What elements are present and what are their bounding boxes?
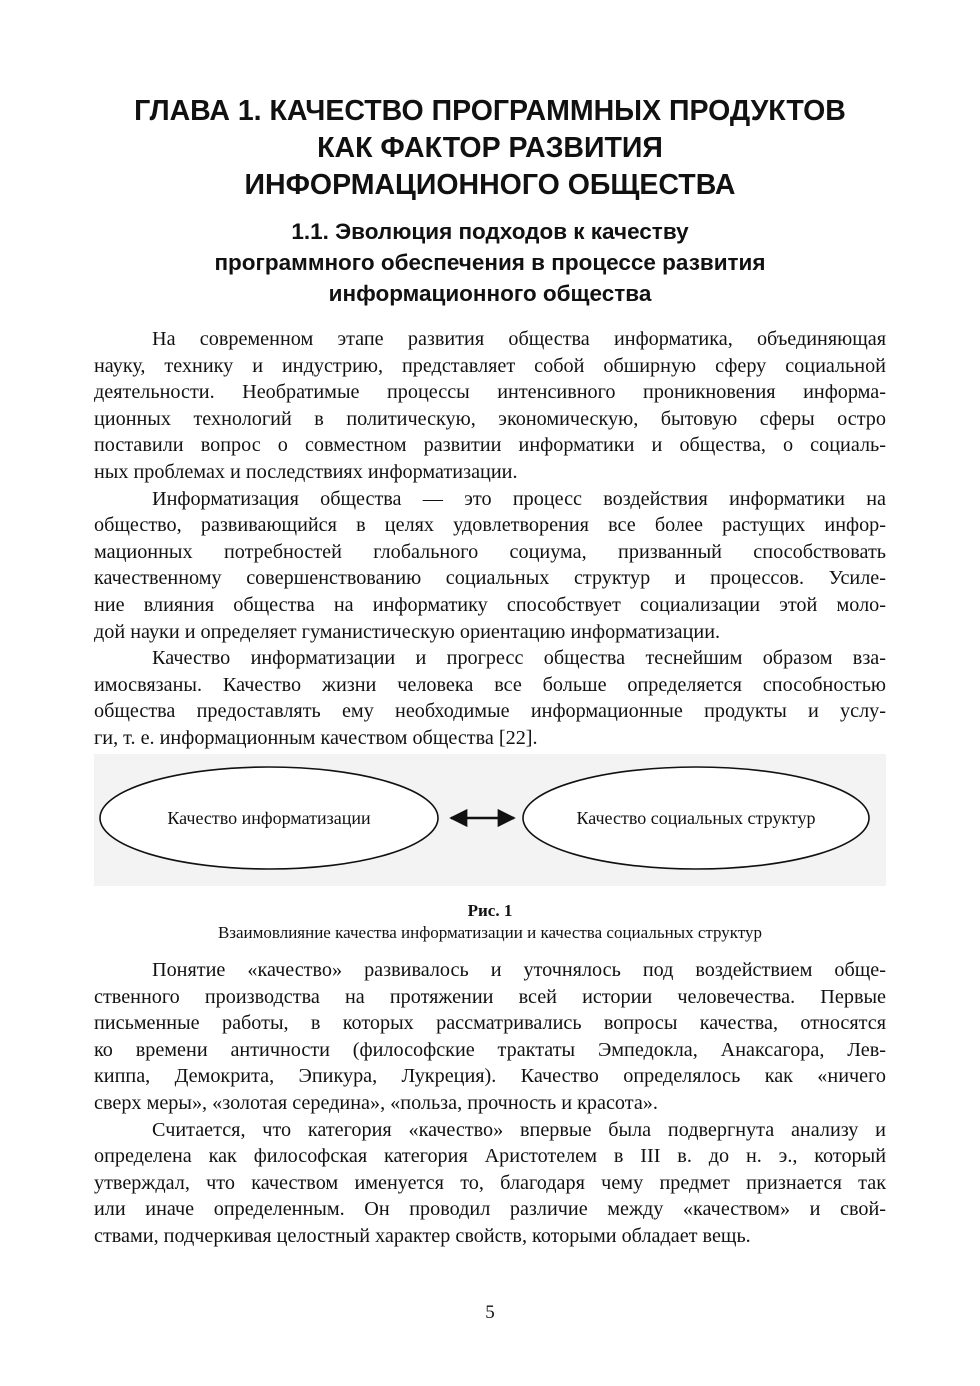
text-line: ственного производства на протяжении всей истории человечества. Первые <box>94 985 886 1008</box>
text-line: утверждал, что качеством именуется то, благодаря чему предмет признается так <box>94 1171 886 1194</box>
text-line: определена как философская категория Аристотелем в III в. до н. э., который <box>94 1145 886 1168</box>
text-line: Понятие «качество» развивалось и уточнялось под воздействием обще- <box>152 959 886 981</box>
text-line: или иначе определенным. Он проводил различие между «качеством» и свой- <box>94 1198 886 1221</box>
chapter-title-line: ГЛАВА 1. КАЧЕСТВО ПРОГРАММНЫХ ПРОДУКТОВ <box>134 95 846 127</box>
section-title-line: программного обеспечения в процессе развития <box>214 250 766 275</box>
text-line: Качество информатизации и прогресс общества теснейшим образом вза- <box>152 647 886 670</box>
text-line: киппа, Демокрита, Эпикура, Лукреция). Качество определялось как «ничего <box>94 1065 886 1088</box>
text-line: письменные работы, в которых рассматривались вопросы качества, относятся <box>94 1012 886 1035</box>
text-line: сверх меры», «золотая середина», «польза, прочность и красота». <box>94 1091 658 1114</box>
section-title <box>70 216 910 309</box>
text-line: деятельности. Необратимые процессы интенсивного проникновения информа- <box>94 381 886 404</box>
body-text-bottom <box>94 957 886 1250</box>
text-line: Информатизация общества — это процесс воздействия информатики на <box>152 487 886 510</box>
text-line: качественному совершенствованию социальных структур и процессов. Усиле- <box>94 567 886 590</box>
text-line: Считается, что категория «качество» впервые была подвергнута анализу и <box>152 1118 886 1141</box>
paragraph <box>94 486 886 646</box>
text-line: дой науки и определяет гуманистическую ориентацию информатизации. <box>94 620 721 643</box>
paragraph <box>94 957 886 1117</box>
text-line: ко времени античности (философские трактаты Эмпедокла, Анаксагора, Лев- <box>94 1038 886 1061</box>
text-line: мационных потребностей глобального социума, призванный способствовать <box>94 540 886 563</box>
text-line: ствами, подчеркивая целостный характер свойств, которыми обладает вещь. <box>94 1224 751 1247</box>
text-line: ги, т. е. информационным качеством общества [22]. <box>94 726 538 749</box>
right-node-label: Качество социальных структур <box>576 808 816 828</box>
page-number: 5 <box>485 1302 495 1323</box>
text-line: ние влияния общества на информатику способствует социализации этой моло- <box>94 593 886 616</box>
figure-diagram <box>94 754 886 886</box>
left-node-label: Качество информатизации <box>167 808 371 828</box>
figure-number: Рис. 1 <box>467 901 513 920</box>
text-line: ных проблемах и последствиях информатизации. <box>94 460 518 483</box>
text-line: ционных технологий в политическую, экономическую, бытовую сферы остро <box>94 407 886 430</box>
paragraph <box>94 645 886 751</box>
text-line: общества предоставлять ему необходимые информационные продукты и услу- <box>94 700 886 723</box>
text-line: науку, технику и индустрию, представляет собой обширную сферу социальной <box>94 354 886 377</box>
chapter-title <box>70 93 910 204</box>
paragraph <box>94 1117 886 1250</box>
figure-caption: Взаимовлияние качества информатизации и качества социальных структур <box>217 923 763 942</box>
text-line: общество, развивающийся в целях удовлетворения все более растущих инфор- <box>94 514 886 537</box>
text-line: поставили вопрос о совместном развитии информатики и общества, о социаль- <box>94 434 886 457</box>
chapter-title-line: КАК ФАКТОР РАЗВИТИЯ <box>317 132 663 164</box>
chapter-title-line: ИНФОРМАЦИОННОГО ОБЩЕСТВА <box>244 169 736 201</box>
text-line: На современном этапе развития общества информатика, объединяющая <box>152 328 886 350</box>
body-text-top <box>94 326 886 752</box>
section-title-line: информационного общества <box>328 281 652 306</box>
diagram-svg <box>94 754 886 886</box>
section-title-line: 1.1. Эволюция подходов к качеству <box>291 219 689 244</box>
text-line: имосвязаны. Качество жизни человека все больше определяется способностью <box>94 673 886 696</box>
paragraph <box>94 326 886 486</box>
